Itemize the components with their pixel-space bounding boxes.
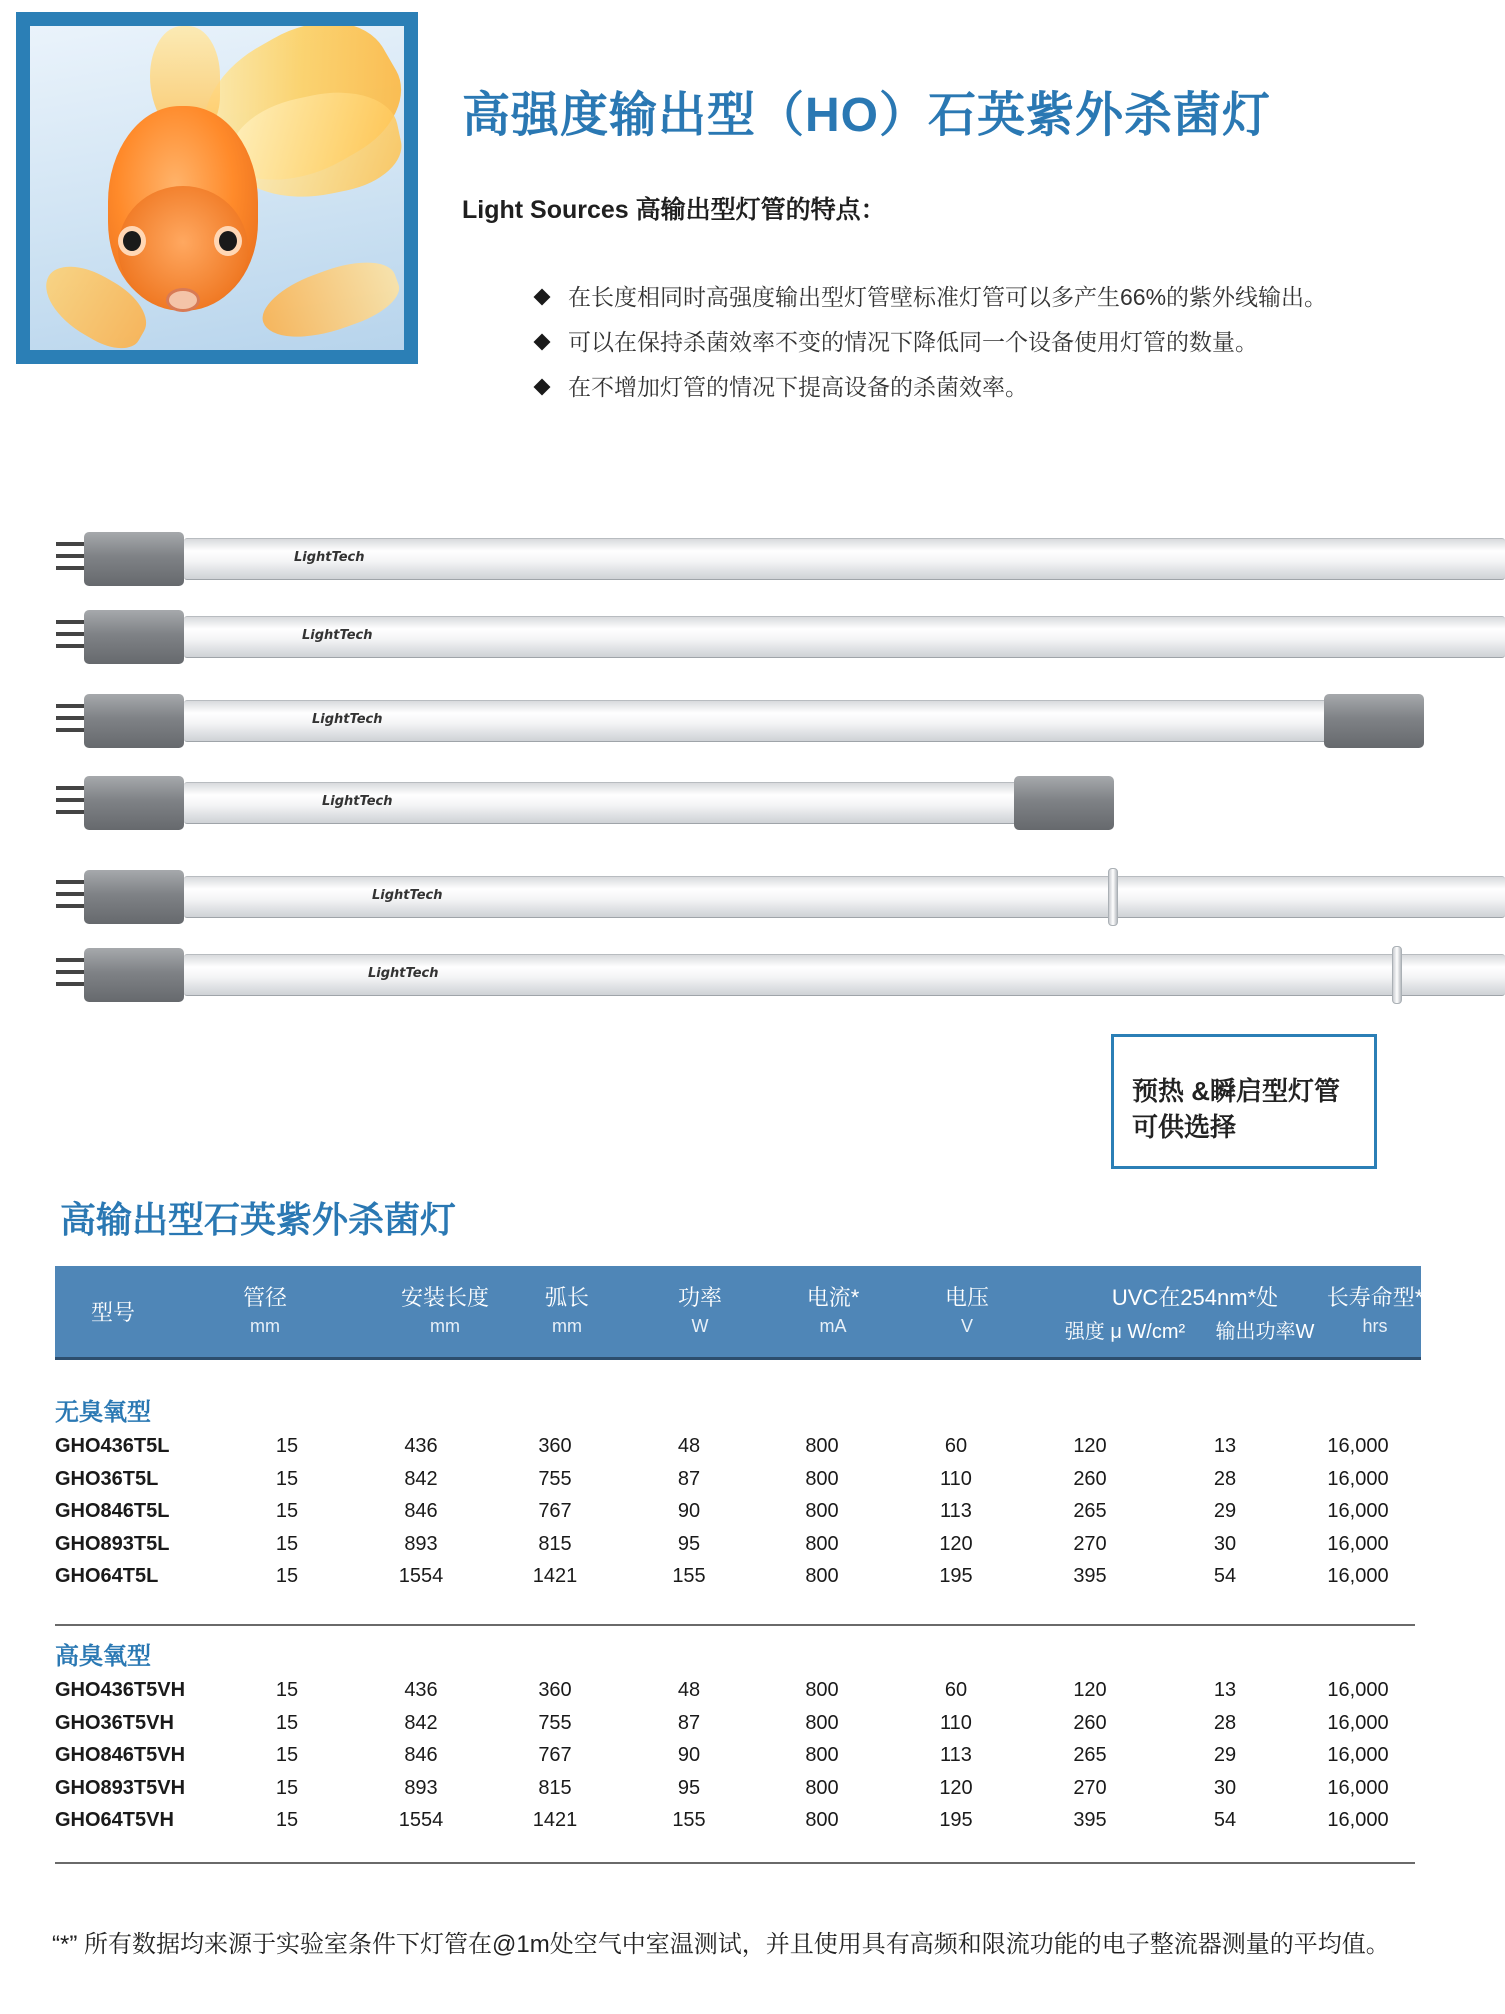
- table-row: [0, 1435, 1505, 1467]
- cell-voltage: 120: [939, 1532, 973, 1555]
- cell-life: 16,000: [1327, 1809, 1389, 1831]
- cell-intensity: 265: [1073, 1744, 1107, 1766]
- footnote: “*” 所有数据均来源于实验室条件下灯管在@1m处空气中室温测试，并且使用具有高频和限流功能的电子整流器测量的平均值。: [52, 1931, 1390, 1958]
- cell-diameter: 15: [275, 1532, 299, 1555]
- cell-length: 893: [404, 1776, 438, 1799]
- cell-voltage: 113: [940, 1744, 972, 1766]
- cell-intensity: 395: [1073, 1565, 1107, 1587]
- cell-model: GHO64T5VH: [55, 1809, 174, 1831]
- cell-model: GHO36T5VH: [55, 1711, 174, 1734]
- table-title: 高输出型石英紫外杀菌灯: [60, 1199, 457, 1240]
- cell-arc: 1421: [532, 1565, 578, 1587]
- table-row: [0, 1565, 1505, 1597]
- cell-current: 800: [805, 1711, 839, 1734]
- cell-intensity: 265: [1073, 1500, 1107, 1522]
- cell-current: 800: [805, 1532, 839, 1555]
- cell-power: 95: [677, 1532, 701, 1555]
- cell-life: 16,000: [1327, 1565, 1389, 1587]
- cell-output: 54: [1213, 1565, 1237, 1587]
- cell-voltage: 120: [939, 1776, 973, 1799]
- lamp-brand-label: LightTech: [312, 712, 383, 727]
- cell-output: 54: [1213, 1809, 1237, 1831]
- cell-power: 90: [677, 1500, 701, 1522]
- cell-length: 842: [404, 1467, 438, 1490]
- header-output: 输出功率W: [1215, 1321, 1315, 1343]
- cell-model: GHO893T5L: [55, 1532, 170, 1555]
- cell-arc: 815: [538, 1776, 572, 1799]
- cell-power: 95: [677, 1776, 701, 1799]
- cell-voltage: 195: [939, 1565, 973, 1587]
- cell-current: 800: [805, 1435, 839, 1457]
- cell-output: 28: [1213, 1711, 1237, 1734]
- cell-intensity: 260: [1073, 1467, 1107, 1490]
- lamp-brand-label: LightTech: [302, 628, 373, 643]
- cell-diameter: 15: [275, 1500, 299, 1522]
- lamp-6: [56, 954, 1505, 996]
- cell-output: 29: [1213, 1744, 1237, 1766]
- header-current: 电流* mA: [806, 1285, 860, 1336]
- cell-arc: 360: [538, 1679, 572, 1701]
- cell-diameter: 15: [275, 1565, 299, 1587]
- feature-item: 在不增加灯管的情况下提高设备的杀菌效率。: [534, 364, 1327, 409]
- table-row: [0, 1744, 1505, 1776]
- cell-intensity: 395: [1073, 1809, 1107, 1831]
- cell-diameter: 15: [275, 1809, 299, 1831]
- cell-life: 16,000: [1327, 1435, 1389, 1457]
- cell-voltage: 113: [940, 1500, 972, 1522]
- cell-current: 800: [805, 1500, 839, 1522]
- cell-length: 436: [404, 1435, 438, 1457]
- option-callout-box: [1111, 1034, 1377, 1169]
- cell-arc: 1421: [532, 1809, 578, 1831]
- cell-arc: 815: [538, 1532, 572, 1555]
- cell-model: GHO436T5L: [55, 1435, 170, 1457]
- cell-intensity: 120: [1073, 1435, 1107, 1457]
- header-intensity: 强度 μ W/cm²: [1064, 1321, 1186, 1343]
- cell-diameter: 15: [275, 1776, 299, 1799]
- header-arc: 弧长 mm: [544, 1285, 589, 1336]
- cell-length: 436: [404, 1679, 438, 1701]
- cell-arc: 755: [538, 1467, 572, 1490]
- cell-model: GHO893T5VH: [55, 1776, 186, 1799]
- cell-length: 1554: [398, 1565, 444, 1587]
- features-heading: Light Sources 高输出型灯管的特点：: [462, 196, 886, 224]
- cell-voltage: 60: [944, 1679, 968, 1701]
- cell-intensity: 270: [1073, 1776, 1107, 1799]
- features-list: [534, 274, 1327, 409]
- cell-length: 846: [404, 1744, 438, 1766]
- cell-length: 842: [404, 1711, 438, 1734]
- cell-intensity: 270: [1073, 1532, 1107, 1555]
- goldfish-photo-frame: [16, 12, 418, 364]
- lamp-brand-label: LightTech: [322, 794, 393, 809]
- cell-current: 800: [805, 1809, 839, 1831]
- cell-power: 48: [677, 1435, 701, 1457]
- table-row: [0, 1533, 1505, 1565]
- cell-length: 893: [404, 1532, 438, 1555]
- lamp-3: [56, 700, 1426, 742]
- goldfish-photo: [30, 26, 404, 350]
- diamond-bullet-icon: [534, 288, 551, 305]
- page-title: 高强度输出型（HO）石英紫外杀菌灯: [462, 89, 1272, 142]
- cell-output: 30: [1213, 1776, 1237, 1799]
- lamp-brand-label: LightTech: [368, 966, 439, 981]
- spec-table-header: [55, 1266, 1424, 1360]
- table-row: [0, 1712, 1505, 1744]
- group-title: 高臭氧型: [55, 1643, 151, 1670]
- header-power: 功率 W: [677, 1285, 722, 1336]
- cell-diameter: 15: [275, 1711, 299, 1734]
- option-line-2: 可供选择: [1132, 1112, 1237, 1142]
- cell-arc: 755: [538, 1711, 572, 1734]
- cell-model: GHO436T5VH: [55, 1679, 186, 1701]
- cell-diameter: 15: [275, 1467, 299, 1490]
- cell-life: 16,000: [1327, 1744, 1389, 1766]
- cell-output: 28: [1213, 1467, 1237, 1490]
- cell-diameter: 15: [275, 1435, 299, 1457]
- cell-life: 16,000: [1327, 1467, 1389, 1490]
- cell-power: 90: [677, 1744, 701, 1766]
- header-voltage: 电压 V: [944, 1285, 989, 1336]
- option-line-1: 预热 &瞬启型灯管: [1132, 1076, 1341, 1106]
- cell-power: 87: [677, 1467, 701, 1490]
- cell-voltage: 110: [940, 1467, 972, 1490]
- cell-life: 16,000: [1327, 1532, 1389, 1555]
- lamp-1: [56, 538, 1505, 580]
- table-row: [0, 1809, 1505, 1841]
- header-length: 安装长度 mm: [400, 1285, 489, 1336]
- cell-voltage: 110: [940, 1711, 972, 1734]
- cell-intensity: 120: [1073, 1679, 1107, 1701]
- diamond-bullet-icon: [534, 333, 551, 350]
- cell-current: 800: [805, 1776, 839, 1799]
- cell-life: 16,000: [1327, 1679, 1389, 1701]
- group-title: 无臭氧型: [55, 1399, 151, 1426]
- cell-power: 48: [677, 1679, 701, 1701]
- table-row: [0, 1500, 1505, 1532]
- cell-output: 30: [1213, 1532, 1237, 1555]
- feature-item: 在长度相同时高强度输出型灯管壁标准灯管可以多产生66%的紫外线输出。: [534, 274, 1327, 319]
- table-row: [0, 1468, 1505, 1500]
- header-diameter: 管径 mm: [242, 1285, 287, 1336]
- lamp-4: [56, 782, 1096, 824]
- cell-arc: 767: [538, 1500, 572, 1522]
- cell-current: 800: [805, 1744, 839, 1766]
- cell-life: 16,000: [1327, 1500, 1389, 1522]
- cell-model: GHO64T5L: [55, 1565, 159, 1587]
- cell-current: 800: [805, 1467, 839, 1490]
- feature-item: 可以在保持杀菌效率不变的情况下降低同一个设备使用灯管的数量。: [534, 319, 1327, 364]
- cell-life: 16,000: [1327, 1776, 1389, 1799]
- lamp-brand-label: LightTech: [294, 550, 365, 565]
- cell-power: 87: [677, 1711, 701, 1734]
- cell-model: GHO36T5L: [55, 1467, 159, 1490]
- group-divider: [55, 1862, 1415, 1864]
- cell-output: 13: [1213, 1435, 1237, 1457]
- cell-current: 800: [805, 1679, 839, 1701]
- group-divider: [55, 1624, 1415, 1626]
- uv-lamps-photo: [16, 530, 1505, 1030]
- cell-length: 1554: [398, 1809, 444, 1831]
- cell-model: GHO846T5VH: [55, 1744, 186, 1766]
- cell-length: 846: [404, 1500, 438, 1522]
- cell-arc: 360: [538, 1435, 572, 1457]
- table-row: [0, 1777, 1505, 1809]
- header-uvc: UVC在254nm*处: [1111, 1285, 1279, 1310]
- cell-output: 29: [1213, 1500, 1237, 1522]
- cell-output: 13: [1213, 1679, 1237, 1701]
- lamp-2: [56, 616, 1505, 658]
- cell-voltage: 60: [944, 1435, 968, 1457]
- cell-current: 800: [805, 1565, 839, 1587]
- cell-intensity: 260: [1073, 1711, 1107, 1734]
- cell-arc: 767: [538, 1744, 572, 1766]
- lamp-brand-label: LightTech: [372, 888, 443, 903]
- header-life: 长寿命型* hrs: [1326, 1285, 1424, 1336]
- diamond-bullet-icon: [534, 378, 551, 395]
- header-model: 型号: [91, 1300, 136, 1325]
- cell-voltage: 195: [939, 1809, 973, 1831]
- cell-diameter: 15: [275, 1744, 299, 1766]
- cell-life: 16,000: [1327, 1711, 1389, 1734]
- cell-diameter: 15: [275, 1679, 299, 1701]
- cell-model: GHO846T5L: [55, 1500, 170, 1522]
- lamp-5: [56, 876, 1505, 918]
- cell-power: 155: [672, 1565, 706, 1587]
- cell-power: 155: [672, 1809, 706, 1831]
- table-row: [0, 1679, 1505, 1711]
